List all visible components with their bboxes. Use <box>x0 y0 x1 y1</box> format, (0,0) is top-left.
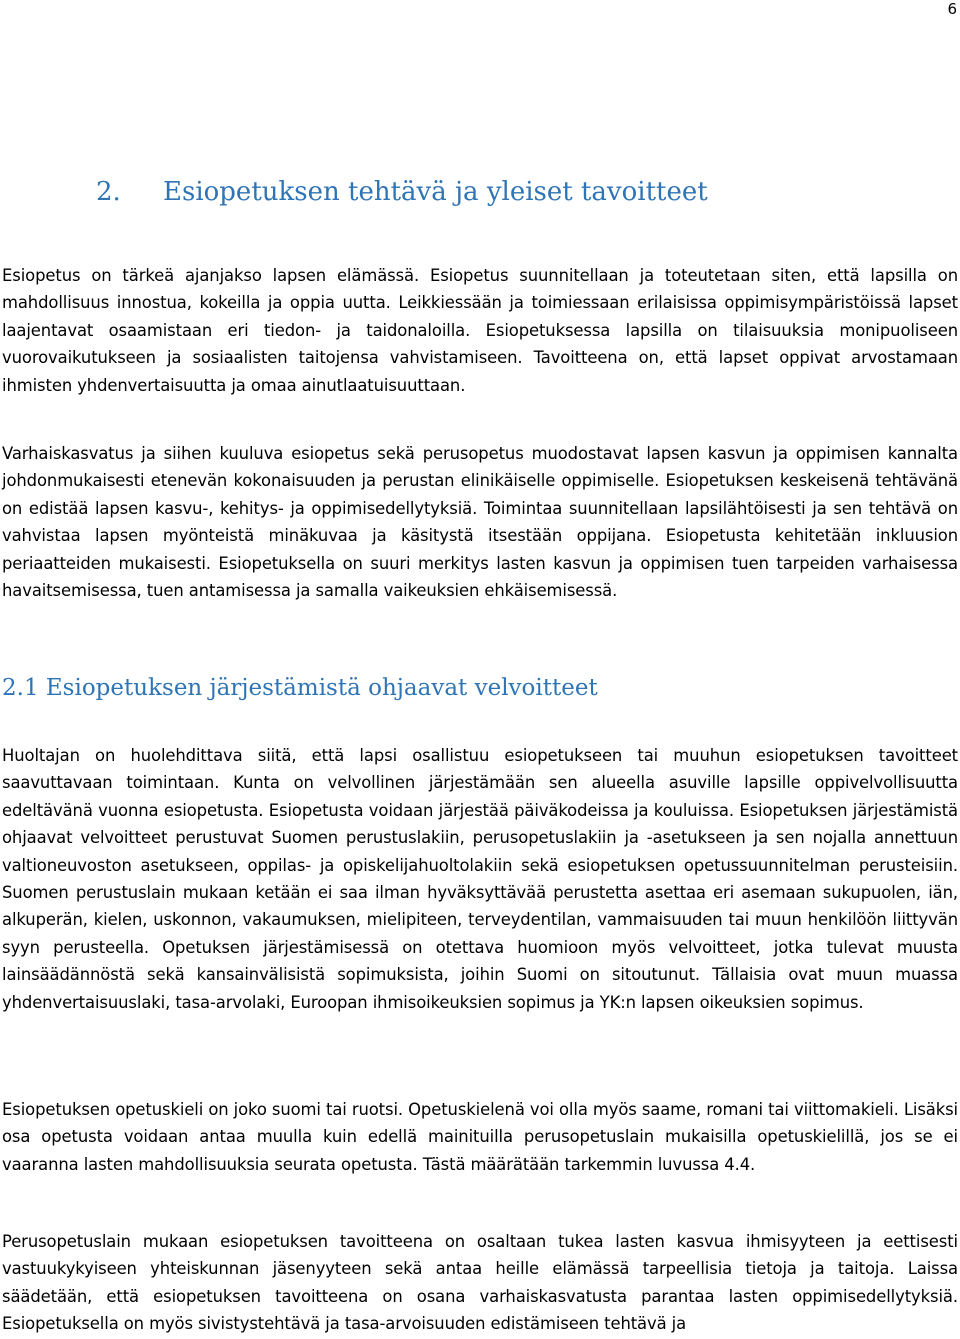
paragraph-early-education: Varhaiskasvatus ja siihen kuuluva esiopetus sekä perusopetus muodostavat lapsen kasvun ja oppimisen kannalta johdonmukaisesti etenevän kokonaisuuden ja perustan elinikäiselle oppimiselle. Esiopetuksen keskeisenä tehtävänä on edistää lapsen kasvu-, kehitys- ja oppimisedellytyksiä. Toimintaa suunnitellaan lapsilähtöisesti ja sen tehtävä on vahvistaa lapsen myönteistä minäkuvaa ja käsitystä itsestään oppijana. Esiopetusta kehitetään inkluusion periaatteiden mukaisesti. Esiopetuksella on suuri merkitys lasten kasvun ja oppimisen tuen tarpeiden varhaisessa havaitsemisessa, tuen antamisessa ja samalla vaikeuksien ehkäisemisessä. <box>2 444 958 601</box>
chapter-title: Esiopetuksen tehtävä ja yleiset tavoitteet <box>163 177 708 207</box>
page-number: 6 <box>947 0 957 18</box>
paragraph-language: Esiopetuksen opetuskieli on joko suomi tai ruotsi. Opetuskielenä voi olla myös saame, romani tai viittomakieli. Lisäksi osa opetusta voidaan antaa muulla kuin edellä mainituilla perusopetuslain mukaisilla opetuskielillä, jos se ei vaaranna lasten mahdollisuuksia seurata opetusta. Tästä määrätään tarkemmin luvussa 4.4. <box>2 1100 958 1174</box>
chapter-heading <box>96 175 708 209</box>
chapter-number: 2. <box>96 177 121 207</box>
paragraph-goals: Perusopetuslain mukaan esiopetuksen tavoitteena on osaltaan tukea lasten kasvua ihmisyyteen ja eettisesti vastuukykyiseen yhteiskunnan jäsenyyteen sekä antaa heille elämässä tarpeellisia tietoja ja taitoja. Laissa säädetään, että esiopetuksen tavoitteena on osana varhaiskasvatusta parantaa lasten oppimisedellytyksiä. Esiopetuksella on myös sivistystehtävä ja tasa-arvoisuuden edistämiseen tehtävä ja <box>2 1232 958 1334</box>
paragraph-intro: Esiopetus on tärkeä ajanjakso lapsen elämässä. Esiopetus suunnitellaan ja toteutetaan siten, että lapsilla on mahdollisuus innostua, kokeilla ja oppia uutta. Leikkiessään ja toimiessaan erilaisissa oppimisympäristöissä lapset laajentavat osaamistaan eri tiedon- ja taidonaloilla. Esiopetuksessa lapsilla on tilaisuuksia monipuoliseen vuorovaikutukseen ja sosiaalisten taitojensa vahvistamiseen. Tavoitteena on, että lapset oppivat arvostamaan ihmisten yhdenvertaisuutta ja omaa ainutlaatuisuuttaan. <box>2 266 958 395</box>
section-heading: 2.1 Esiopetuksen järjestämistä ohjaavat velvoitteet <box>2 675 598 701</box>
paragraph-obligations: Huoltajan on huolehdittava siitä, että lapsi osallistuu esiopetukseen tai muuhun esiopetuksen tavoitteet saavuttavaan toimintaan. Kunta on velvollinen järjestämään sen alueella asuville lapsille oppivelvollisuutta edeltävänä vuonna esiopetusta. Esiopetusta voidaan järjestää päiväkodeissa ja kouluissa. Esiopetuksen järjestämistä ohjaavat velvoitteet perustuvat Suomen perustuslakiin, perusopetuslakiin ja -asetukseen ja sen nojalla annettuun valtioneuvoston asetukseen, oppilas- ja opiskelijahuoltolakiin sekä esiopetuksen opetussuunnitelman perusteisiin. Suomen perustuslain mukaan ketään ei saa ilman hyväksyttävää perustetta asettaa eri asemaan sukupuolen, iän, alkuperän, kielen, uskonnon, vakaumuksen, mielipiteen, terveydentilan, vammaisuuden tai muun henkilöön liittyvän syyn perusteella. Opetuksen järjestämisessä on otettava huomioon myös velvoitteet, jotka tulevat muusta lainsäädännöstä sekä kansainvälisistä sopimuksista, joihin Suomi on sitoutunut. Tällaisia ovat muun muassa yhdenvertaisuuslaki, tasa-arvolaki, Euroopan ihmisoikeuksien sopimus ja YK:n lapsen oikeuksien sopimus. <box>2 746 958 1012</box>
